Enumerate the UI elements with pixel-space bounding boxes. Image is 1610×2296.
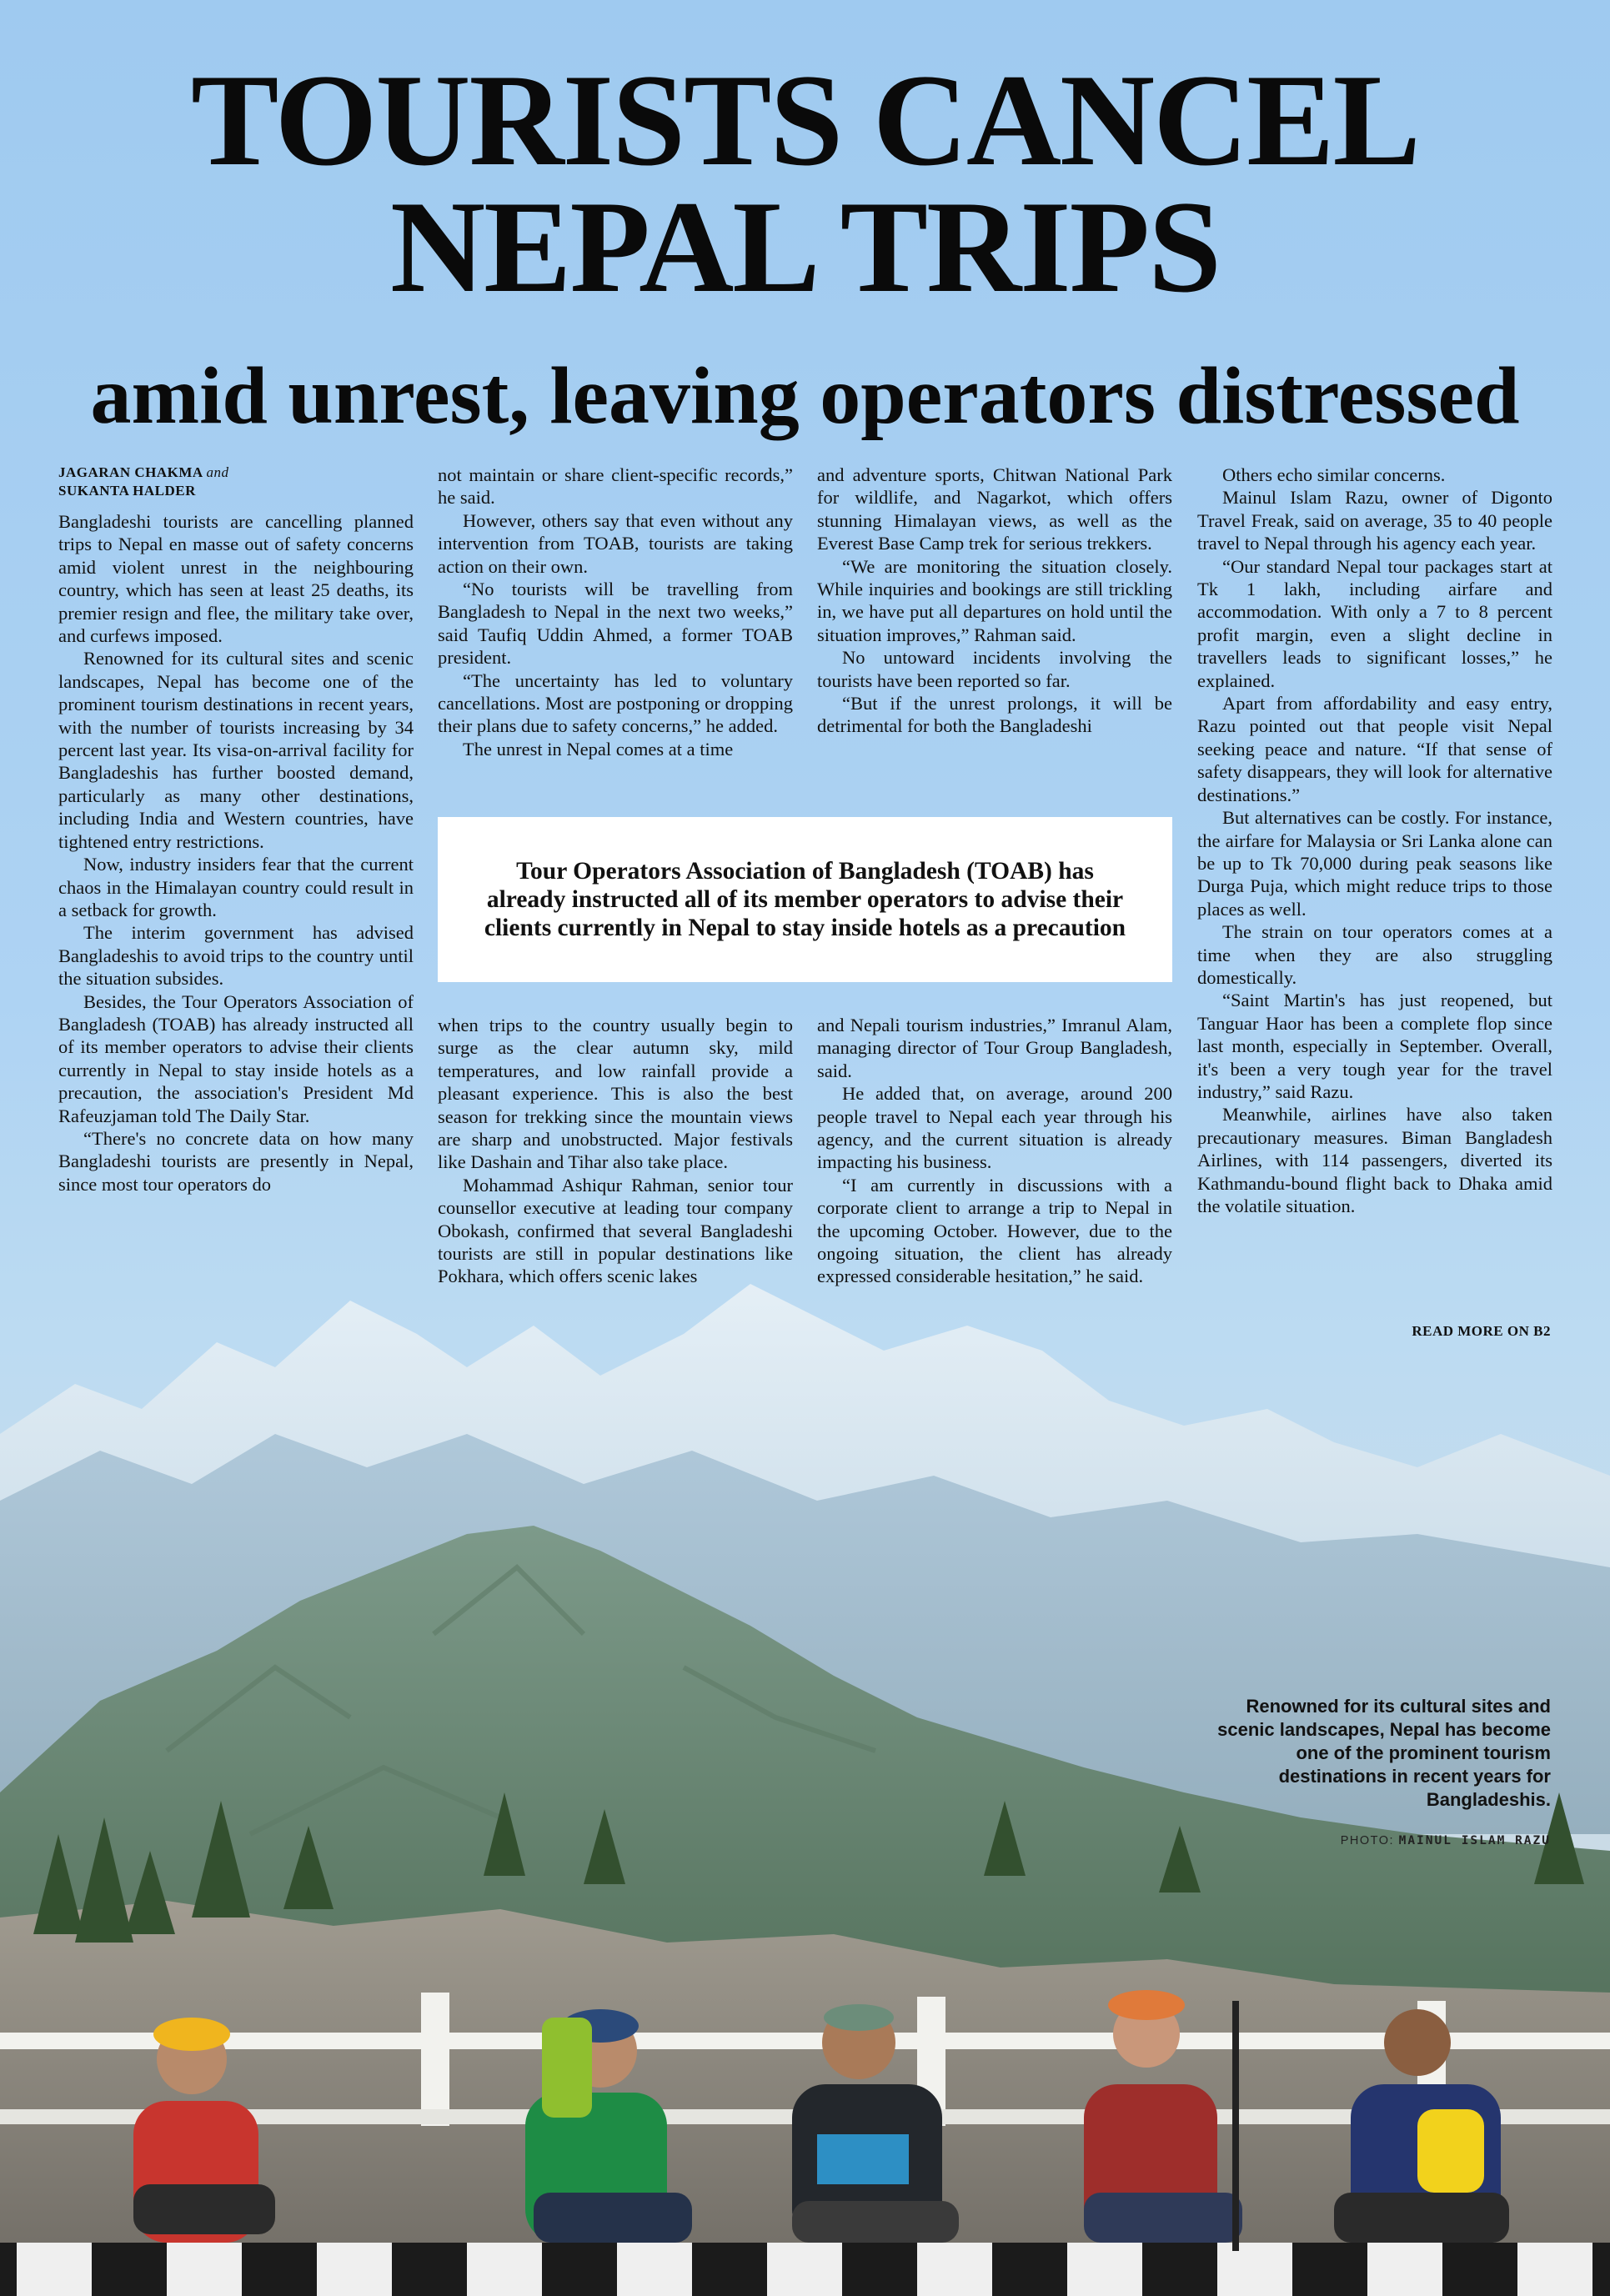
paragraph: “We are monitoring the situation closely. While inquiries and bookings are still trickling in, we have put all departures on hold until the situation improves,” Rahman said. [817, 555, 1172, 645]
paragraph: Mohammad Ashiqur Rahman, senior tour counsellor executive at leading tour company Obokash, confirmed that several Bangladeshi tourists are still in popular destinations like Pokhara, which offers scenic lakes [438, 1174, 793, 1287]
paragraph: “The uncertainty has led to voluntary cancellations. Most are postponing or dropping their plans due to safety concerns,” he added. [438, 669, 793, 737]
author-2: SUKANTA HALDER [58, 483, 196, 499]
headline-line-2: NEPAL TRIPS [389, 174, 1221, 320]
paragraph: Apart from affordability and easy entry, Razu pointed out that people visit Nepal seeking peace and nature. “If that sense of safety disappears, they will look for alternative destinations.” [1197, 693, 1552, 805]
paragraph: Others echo similar concerns. [1222, 464, 1446, 485]
paragraph: and Nepali tourism industries,” Imranul Alam, managing director of Tour Group Bangladesh, said. [817, 1015, 1172, 1081]
paragraph: Now, industry insiders fear that the current chaos in the Himalayan country could result in a setback for growth. [58, 854, 414, 920]
byline [58, 464, 414, 500]
paragraph: He added that, on average, around 200 people travel to Nepal each year through his agency, and the current situation is already impacting his business. [817, 1083, 1172, 1173]
paragraph: when trips to the country usually begin to surge as the clear autumn sky, mild temperatures, and low rainfall provide a pleasant experience. This is also the best season for trekking since the mountain views are sharp and unobstructed. Major festivals like Dashain and Tihar also take place. [438, 1015, 793, 1173]
paragraph: “Our standard Nepal tour packages start at Tk 1 lakh, including airfare and accommodation. With only a 7 to 8 percent profit margin, even a slight decline in travellers leads to significant losses,” he explained. [1197, 555, 1552, 691]
paragraph: “No tourists will be travelling from Bangladesh to Nepal in the next two weeks,” said Taufiq Uddin Ahmed, a former TOAB president. [438, 579, 793, 669]
paragraph: “There's no concrete data on how many Bangladeshi tourists are presently in Nepal, since most tour operators do [58, 1127, 414, 1195]
paragraph: Mainul Islam Razu, owner of Digonto Travel Freak, said on average, 35 to 40 people travel to Nepal through his agency each year. [1197, 487, 1552, 554]
paragraph: The unrest in Nepal comes at a time [463, 738, 734, 759]
paragraph: “But if the unrest prolongs, it will be detrimental for both the Bangladeshi [817, 693, 1172, 737]
paragraph: The strain on tour operators comes at a time when they are also struggling domestically. [1197, 921, 1552, 988]
pull-quote-box [438, 817, 1172, 982]
paragraph: Bangladeshi tourists are cancelling planned trips to Nepal en masse out of safety concerns amid violent unrest in the neighbouring country, which has seen at least 25 deaths, its premier resign and flee, the military take over, and curfews imposed. [58, 511, 414, 647]
photo-credit [1184, 1834, 1551, 1847]
author-1: JAGARAN CHAKMA [58, 464, 203, 480]
pull-quote: Tour Operators Association of Bangladesh (TOAB) has already instructed all of its member operators to advise their clients currently in Nepal to stay inside hotels as a precaution [484, 858, 1126, 941]
paragraph: “Saint Martin's has just reopened, but Tanguar Haor has been a complete flop since last month, especially in September. Overall, it's been a very tough year for the travel industry,” said Razu. [1197, 990, 1552, 1102]
paragraph: Meanwhile, airlines have also taken precautionary measures. Biman Bangladesh Airlines, with 114 passengers, diverted its Kathmandu-bound flight back to Dhaka amid the volatile situation. [1197, 1104, 1552, 1216]
article-column-3-top [817, 464, 1172, 738]
byline-joiner: and [206, 464, 229, 480]
article-column-3-bottom [817, 1014, 1172, 1288]
paragraph: Besides, the Tour Operators Association of Bangladesh (TOAB) has already instructed all of its member operators to advise their clients currently in Nepal to stay inside hotels as a precaution, the association's President Md Rafeuzjaman told The Daily Star. [58, 990, 414, 1126]
article-column-2-top [438, 464, 793, 760]
article-column-2-bottom [438, 1014, 793, 1288]
photo-credit-name: MAINUL ISLAM RAZU [1398, 1834, 1551, 1847]
paragraph: “I am currently in discussions with a corporate client to arrange a trip to Nepal in the upcoming October. However, due to the ongoing situation, the client has already expressed considerable hesitation,” he said. [817, 1174, 1172, 1287]
photo-credit-label: PHOTO: [1340, 1834, 1395, 1847]
photo-caption: Renowned for its cultural sites and scenic landscapes, Nepal has become one of the prominent tourism destinations in recent years for Bangladeshis. [1217, 1696, 1551, 1810]
paragraph: The interim government has advised Bangladeshis to avoid trips to the country until the situation subsides. [58, 922, 414, 990]
paragraph: not maintain or share client-specific records,” he said. [438, 464, 793, 509]
read-more-link[interactable]: READ MORE ON B2 [1412, 1323, 1551, 1339]
paragraph: But alternatives can be costly. For instance, the airfare for Malaysia or Sri Lanka alone can be up to Tk 70,000 during peak seasons like Durga Puja, which might reduce trips to those places as well. [1197, 807, 1552, 920]
article-column-1 [58, 464, 414, 1196]
article-column-4 [1197, 464, 1552, 1217]
headline-line-1: TOURISTS CANCEL [191, 48, 1419, 193]
paragraph: No untoward incidents involving the tourists have been reported so far. [817, 647, 1172, 691]
paragraph: Renowned for its cultural sites and scenic landscapes, Nepal has become one of the prominent tourism destinations in recent years, with the number of tourists increasing by 34 percent last year. Its visa-on-arrival facility for Bangladeshis has further boosted demand, particularly as many other destinations, including India and Western countries, have tightened entry restrictions. [58, 648, 414, 852]
paragraph: and adventure sports, Chitwan National Park for wildlife, and Nagarkot, which offers stunning Himalayan views, as well as the Everest Base Camp trek for serious trekkers. [817, 464, 1172, 554]
subheadline: amid unrest, leaving operators distressed [90, 351, 1520, 441]
paragraph: However, others say that even without any intervention from TOAB, tourists are taking action on their own. [438, 509, 793, 577]
